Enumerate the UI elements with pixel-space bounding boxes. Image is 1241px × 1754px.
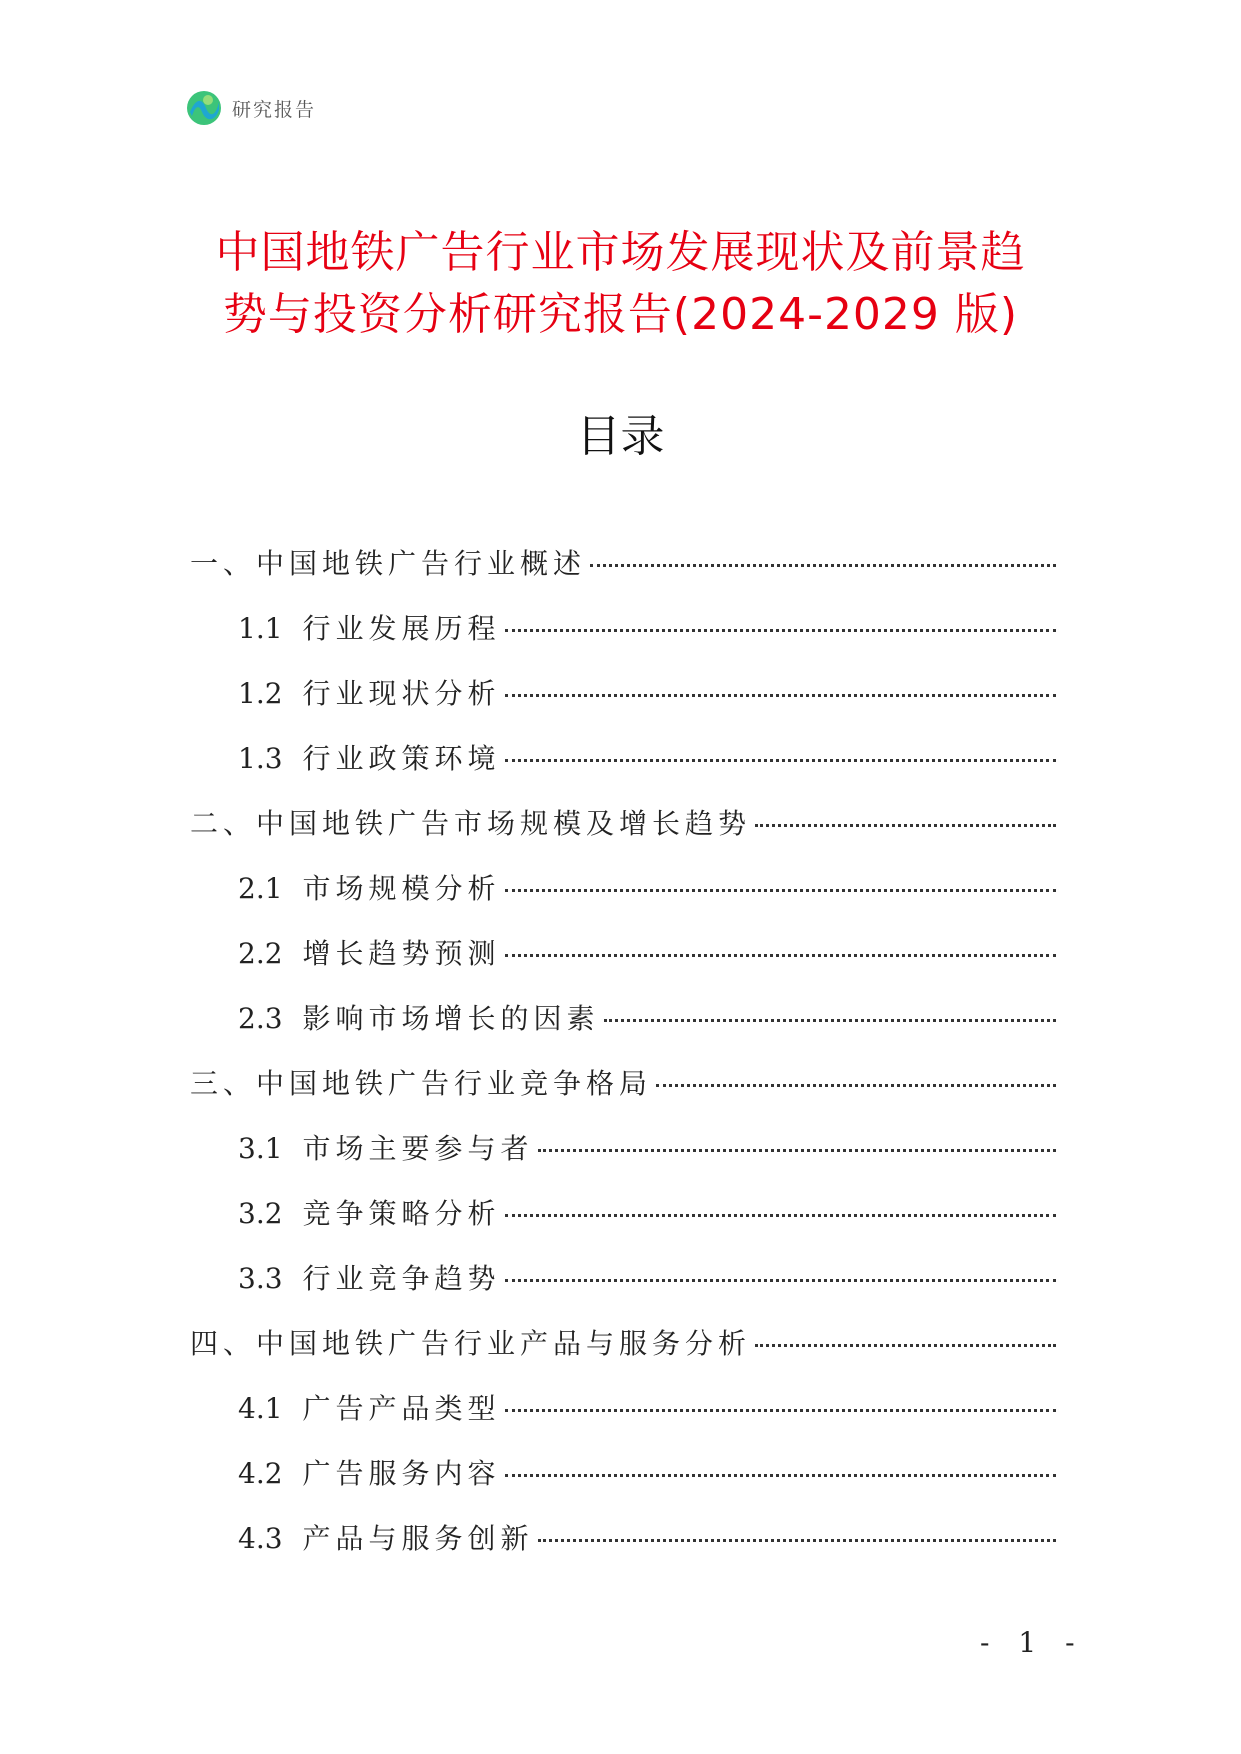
toc-entry[interactable]	[190, 735, 1056, 800]
toc-entry[interactable]	[190, 865, 1056, 930]
toc-entry-label: 行业政策环境	[302, 742, 501, 775]
toc-dot-leader	[505, 1472, 1056, 1477]
toc-entry-label: 广告产品类型	[302, 1392, 501, 1425]
header-label: 研究报告	[232, 98, 317, 121]
toc-entry[interactable]	[190, 670, 1056, 735]
toc-heading: 目录	[576, 411, 665, 462]
toc-entry-label: 竞争策略分析	[302, 1197, 501, 1230]
toc-dot-leader	[505, 627, 1056, 632]
toc-entry-number: 3.1	[238, 1132, 283, 1165]
toc-dot-leader	[505, 1277, 1056, 1282]
toc-dot-leader	[755, 1342, 1056, 1347]
toc-entry-number: 2.1	[238, 872, 283, 905]
toc-dot-leader	[505, 692, 1056, 697]
toc-entry-number: 4.1	[238, 1392, 283, 1425]
toc-dot-leader	[505, 952, 1056, 957]
table-of-contents	[190, 540, 1056, 1580]
toc-entry[interactable]	[190, 1255, 1056, 1320]
document-title-line-1: 中国地铁广告行业市场发展现状及前景趋	[215, 227, 1026, 278]
toc-dot-leader	[505, 1407, 1056, 1412]
toc-dot-leader	[505, 887, 1056, 892]
toc-dot-leader	[505, 1212, 1056, 1217]
toc-entry-number: 2.3	[238, 1002, 283, 1035]
toc-entry-label: 行业发展历程	[302, 612, 501, 645]
toc-entry-number: 1.3	[238, 742, 283, 775]
toc-dot-leader	[656, 1082, 1056, 1087]
toc-entry[interactable]	[190, 995, 1056, 1060]
toc-entry[interactable]	[190, 1385, 1056, 1450]
toc-entry-label: 市场规模分析	[302, 872, 501, 905]
toc-entry-label: 四、中国地铁广告行业产品与服务分析	[190, 1327, 752, 1360]
toc-entry-label: 行业竞争趋势	[302, 1262, 501, 1295]
toc-entry-label: 行业现状分析	[302, 677, 501, 710]
toc-entry[interactable]	[190, 800, 1056, 865]
toc-dot-leader	[755, 822, 1056, 827]
company-logo-icon	[186, 90, 222, 126]
toc-entry[interactable]	[190, 930, 1056, 995]
document-title	[120, 222, 1121, 346]
document-title-line-2: 势与投资分析研究报告(2024-2029 版)	[222, 289, 1019, 340]
toc-entry-number: 3.2	[238, 1197, 283, 1230]
toc-entry-label: 一、中国地铁广告行业概述	[190, 547, 587, 580]
toc-entry-label: 产品与服务创新	[302, 1522, 534, 1555]
toc-entry-number: 2.2	[238, 937, 283, 970]
toc-entry-number: 4.3	[238, 1522, 283, 1555]
toc-dot-leader	[590, 562, 1056, 567]
toc-dot-leader	[604, 1017, 1056, 1022]
toc-dot-leader	[538, 1537, 1056, 1542]
page-number: - 1 -	[980, 1626, 1085, 1659]
toc-entry[interactable]	[190, 1125, 1056, 1190]
toc-entry[interactable]	[190, 1320, 1056, 1385]
toc-entry-label: 广告服务内容	[302, 1457, 501, 1490]
toc-entry[interactable]	[190, 605, 1056, 670]
toc-entry-label: 影响市场增长的因素	[302, 1002, 600, 1035]
toc-entry-label: 二、中国地铁广告市场规模及增长趋势	[190, 807, 752, 840]
toc-entry[interactable]	[190, 1060, 1056, 1125]
toc-entry-number: 1.1	[238, 612, 283, 645]
page-header	[186, 88, 316, 128]
toc-entry-number: 4.2	[238, 1457, 283, 1490]
toc-dot-leader	[538, 1147, 1056, 1152]
toc-entry-label: 市场主要参与者	[302, 1132, 534, 1165]
toc-entry[interactable]	[190, 540, 1056, 605]
toc-entry-label: 三、中国地铁广告行业竞争格局	[190, 1067, 653, 1100]
toc-entry[interactable]	[190, 1515, 1056, 1580]
toc-dot-leader	[505, 757, 1056, 762]
toc-entry-label: 增长趋势预测	[302, 937, 501, 970]
toc-entry[interactable]	[190, 1190, 1056, 1255]
toc-entry-number: 1.2	[238, 677, 283, 710]
toc-entry[interactable]	[190, 1450, 1056, 1515]
toc-entry-number: 3.3	[238, 1262, 283, 1295]
